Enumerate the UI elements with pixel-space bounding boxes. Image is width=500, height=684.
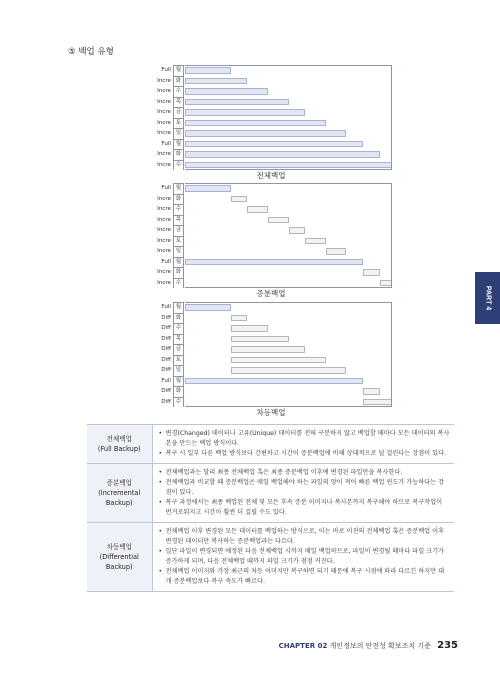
bar-track bbox=[185, 278, 392, 289]
full-backup-bar bbox=[185, 88, 268, 95]
backup-type-label: Incre bbox=[157, 77, 171, 84]
partial-backup-bar bbox=[231, 357, 326, 364]
diagram-row bbox=[150, 215, 392, 226]
backup-type-header bbox=[87, 523, 152, 592]
table-row bbox=[87, 464, 454, 523]
incremental-backup-diagram bbox=[150, 183, 392, 288]
partial-backup-bar bbox=[231, 336, 289, 343]
weekday-label: 월 bbox=[173, 302, 184, 313]
backup-type-name: (Differential bbox=[99, 553, 139, 561]
backup-type-label: Diff bbox=[161, 388, 171, 394]
partial-backup-bar bbox=[363, 388, 380, 395]
backup-type-label: Incre bbox=[157, 88, 171, 94]
footer-chapter: CHAPTER 02 bbox=[278, 642, 328, 650]
weekday-label: 화 bbox=[173, 76, 184, 87]
bar-track bbox=[185, 215, 392, 226]
full-backup-bar bbox=[185, 151, 380, 158]
weekday-label: 수 bbox=[173, 204, 184, 215]
backup-type-label: Incre bbox=[157, 206, 171, 212]
table-row bbox=[87, 523, 454, 592]
partial-backup-bar bbox=[231, 196, 247, 203]
bar-track bbox=[185, 246, 392, 257]
backup-comparison-table bbox=[87, 424, 454, 592]
weekday-label: 수 bbox=[173, 397, 184, 408]
bar-track bbox=[185, 257, 392, 268]
full-backup-bar bbox=[185, 304, 231, 311]
backup-type-label: Full bbox=[161, 258, 171, 265]
bar-track bbox=[185, 323, 392, 334]
backup-description bbox=[152, 523, 454, 592]
description-bullet: • 일단 파일이 변경되면 예정된 다음 전체백업 시까지 매일 백업하므로, 파일이 변경될 때마다 파일 크기가 증가하게 되며, 다음 전체백업 때까지 파일 크기가 점점 커진다. bbox=[159, 547, 451, 567]
diagram-row bbox=[150, 118, 392, 129]
weekday-label: 화 bbox=[173, 267, 184, 278]
weekday-label: 화 bbox=[173, 149, 184, 160]
diagram-row bbox=[150, 128, 392, 139]
bar-track bbox=[185, 183, 392, 194]
bar-track bbox=[185, 194, 392, 205]
page-footer bbox=[279, 640, 458, 651]
description-bullet: • 복구 과정에서는 최종 백업된 전체 및 모든 후속 증분 이미지나 복사본까지 복구해야 하므로 복구작업이 번거로워지고 시간이 훨씬 더 걸릴 수도 있다. bbox=[159, 498, 451, 518]
weekday-label: 목 bbox=[173, 215, 184, 226]
bar-track bbox=[185, 365, 392, 376]
bar-track bbox=[185, 267, 392, 278]
diagram-row bbox=[150, 86, 392, 97]
weekday-label: 일 bbox=[173, 365, 184, 376]
description-bullet: • 전체백업 이미지와 가장 최근의 차등 이미지만 복구하면 되기 때문에 복구 시점에 따라 다르긴 하지만 대개 증분백업보다 복구 속도가 빠르다. bbox=[159, 567, 451, 587]
diagram-row bbox=[150, 257, 392, 268]
differential-backup-caption: 차등백업 bbox=[256, 408, 286, 417]
page-number: 235 bbox=[437, 640, 458, 651]
description-bullet: • 전체백업과는 달리 최종 전체백업 혹은 최종 증분백업 이후에 변경된 파일만을 복사한다. bbox=[159, 468, 451, 478]
backup-type-label: Full bbox=[161, 140, 171, 147]
weekday-label: 금 bbox=[173, 225, 184, 236]
diagram-row bbox=[150, 160, 392, 171]
diagram-row bbox=[150, 107, 392, 118]
weekday-label: 토 bbox=[173, 355, 184, 366]
weekday-label: 수 bbox=[173, 278, 184, 289]
backup-type-label: Diff bbox=[161, 325, 171, 331]
diagram-row bbox=[150, 267, 392, 278]
bar-track bbox=[185, 397, 392, 408]
backup-type-name: (Full Backup) bbox=[97, 445, 141, 453]
weekday-label: 월 bbox=[173, 257, 184, 268]
diagram-row bbox=[150, 194, 392, 205]
diagram-row bbox=[150, 139, 392, 150]
full-backup-bar bbox=[185, 67, 231, 74]
partial-backup-bar bbox=[326, 248, 346, 255]
diagram-row bbox=[150, 313, 392, 324]
diagram-row bbox=[150, 183, 392, 194]
backup-type-label: Diff bbox=[161, 398, 171, 405]
backup-type-label: Full bbox=[161, 377, 171, 384]
differential-backup-diagram bbox=[150, 302, 392, 407]
partial-backup-bar bbox=[231, 367, 346, 374]
weekday-label: 금 bbox=[173, 344, 184, 355]
full-backup-bar bbox=[185, 259, 363, 266]
full-backup-bar bbox=[185, 185, 231, 192]
weekday-label: 화 bbox=[173, 194, 184, 205]
diagram-row bbox=[150, 97, 392, 108]
backup-type-label: Diff bbox=[161, 356, 171, 363]
backup-type-label: Incre bbox=[157, 216, 171, 223]
bar-track bbox=[185, 128, 392, 139]
diagram-row bbox=[150, 386, 392, 397]
full-backup-bar bbox=[185, 162, 392, 169]
backup-type-label: Diff bbox=[161, 335, 171, 342]
diagram-row bbox=[150, 376, 392, 387]
partial-backup-bar bbox=[363, 399, 392, 406]
bar-track bbox=[185, 386, 392, 397]
backup-type-name: Backup) bbox=[105, 563, 133, 571]
backup-type-label: Diff bbox=[161, 367, 171, 373]
backup-description bbox=[152, 425, 454, 464]
backup-type-label: Diff bbox=[161, 314, 171, 321]
full-backup-bar bbox=[185, 99, 289, 106]
full-backup-bar bbox=[185, 120, 326, 127]
description-bullet: • 복구 시 일부 다른 백업 방식보다 간편하고 시간이 증분백업에 비해 상대적으로 덜 걸린다는 장점이 있다. bbox=[159, 449, 451, 459]
full-backup-bar bbox=[185, 378, 363, 385]
backup-type-name: 전체백업 bbox=[106, 435, 132, 443]
diagram-row bbox=[150, 278, 392, 289]
backup-type-name: (Incremental bbox=[98, 489, 141, 497]
table-row bbox=[87, 425, 454, 464]
bar-track bbox=[185, 149, 392, 160]
backup-type-label: Diff bbox=[161, 346, 171, 352]
weekday-label: 화 bbox=[173, 386, 184, 397]
full-backup-bar bbox=[185, 109, 305, 116]
bar-track bbox=[185, 204, 392, 215]
diagram-row bbox=[150, 76, 392, 87]
partial-backup-bar bbox=[231, 325, 268, 332]
diagram-row bbox=[150, 334, 392, 345]
bar-track bbox=[185, 118, 392, 129]
part-side-tab bbox=[475, 272, 500, 324]
bar-track bbox=[185, 302, 392, 313]
bar-track bbox=[185, 97, 392, 108]
backup-type-name: 증분백업 bbox=[106, 479, 132, 487]
diagram-row bbox=[150, 149, 392, 160]
weekday-label: 목 bbox=[173, 97, 184, 108]
diagram-row bbox=[150, 246, 392, 257]
backup-type-label: Incre bbox=[157, 151, 171, 157]
diagram-row bbox=[150, 236, 392, 247]
weekday-label: 화 bbox=[173, 313, 184, 324]
weekday-label: 토 bbox=[173, 236, 184, 247]
partial-backup-bar bbox=[231, 346, 305, 353]
backup-type-label: Incre bbox=[157, 109, 171, 115]
partial-backup-bar bbox=[380, 280, 392, 287]
bar-track bbox=[185, 355, 392, 366]
diagram-row bbox=[150, 204, 392, 215]
bar-track bbox=[185, 107, 392, 118]
backup-type-label: Full bbox=[161, 304, 171, 310]
bar-track bbox=[185, 344, 392, 355]
diagram-row bbox=[150, 397, 392, 408]
backup-type-header bbox=[87, 425, 152, 464]
diagram-row bbox=[150, 344, 392, 355]
backup-type-label: Incre bbox=[157, 237, 171, 244]
weekday-label: 월 bbox=[173, 183, 184, 194]
backup-type-label: Full bbox=[161, 67, 171, 73]
weekday-label: 월 bbox=[173, 65, 184, 76]
weekday-label: 수 bbox=[173, 86, 184, 97]
diagram-row bbox=[150, 302, 392, 313]
diagram-row bbox=[150, 323, 392, 334]
partial-backup-bar bbox=[268, 217, 289, 224]
weekday-label: 금 bbox=[173, 107, 184, 118]
partial-backup-bar bbox=[247, 206, 268, 213]
backup-type-label: Incre bbox=[157, 248, 171, 254]
description-bullet: • 전체백업 이후 변경된 모든 데이터를 백업하는 방식으로, 이는 바로 이전의 전체백업 혹은 증분백업 이후 변경된 데이터만 복사하는 증분백업과는 다르다. bbox=[159, 527, 451, 547]
weekday-label: 월 bbox=[173, 139, 184, 150]
weekday-label: 수 bbox=[173, 160, 184, 171]
weekday-label: 토 bbox=[173, 118, 184, 129]
backup-type-label: Full bbox=[161, 185, 171, 191]
partial-backup-bar bbox=[363, 269, 380, 276]
bar-track bbox=[185, 160, 392, 171]
part-side-tab-label: PART 4 bbox=[484, 285, 491, 311]
backup-type-label: Incre bbox=[157, 119, 171, 126]
full-backup-bar bbox=[185, 78, 247, 85]
full-backup-diagram bbox=[150, 65, 392, 170]
diagram-row bbox=[150, 365, 392, 376]
bar-track bbox=[185, 334, 392, 345]
diagram-row bbox=[150, 355, 392, 366]
backup-type-name: Backup) bbox=[105, 499, 133, 507]
bar-track bbox=[185, 236, 392, 247]
backup-type-label: Incre bbox=[157, 161, 171, 168]
full-backup-bar bbox=[185, 130, 346, 137]
bar-track bbox=[185, 86, 392, 97]
full-backup-bar bbox=[185, 141, 363, 148]
partial-backup-bar bbox=[305, 238, 326, 245]
weekday-label: 목 bbox=[173, 334, 184, 345]
weekday-label: 일 bbox=[173, 246, 184, 257]
backup-type-label: Incre bbox=[157, 195, 171, 202]
bar-track bbox=[185, 376, 392, 387]
incremental-backup-caption: 증분백업 bbox=[256, 289, 286, 298]
diagram-row bbox=[150, 65, 392, 76]
partial-backup-bar bbox=[289, 227, 305, 234]
backup-type-label: Incre bbox=[157, 130, 171, 136]
bar-track bbox=[185, 313, 392, 324]
bar-track bbox=[185, 65, 392, 76]
backup-type-label: Incre bbox=[157, 227, 171, 233]
section-title: ⑤ 백업 유형 bbox=[68, 47, 114, 57]
weekday-label: 월 bbox=[173, 376, 184, 387]
backup-type-label: Incre bbox=[157, 98, 171, 105]
partial-backup-bar bbox=[231, 315, 247, 322]
diagram-row bbox=[150, 225, 392, 236]
footer-title: 개인정보의 안전성 확보조치 기준 bbox=[329, 642, 431, 650]
bar-track bbox=[185, 139, 392, 150]
description-bullet: • 전체백업과 비교할 때 증분백업은 매일 백업해야 하는 파일의 양이 적어 빠른 백업 윈도가 가능하다는 장점이 있다. bbox=[159, 478, 451, 498]
bar-track bbox=[185, 76, 392, 87]
backup-description bbox=[152, 464, 454, 523]
weekday-label: 일 bbox=[173, 128, 184, 139]
bar-track bbox=[185, 225, 392, 236]
backup-type-label: Incre bbox=[157, 269, 171, 275]
description-bullet: • 변경(Changed) 데이터나 고유(Unique) 데이터를 전혀 구분하지 않고 백업할 때마다 모든 데이터의 복사본을 만드는 백업 방식이다. bbox=[159, 429, 451, 449]
full-backup-caption: 전체백업 bbox=[256, 171, 286, 180]
backup-type-name: 차등백업 bbox=[106, 543, 132, 551]
backup-type-label: Incre bbox=[157, 279, 171, 286]
weekday-label: 수 bbox=[173, 323, 184, 334]
backup-type-header bbox=[87, 464, 152, 523]
